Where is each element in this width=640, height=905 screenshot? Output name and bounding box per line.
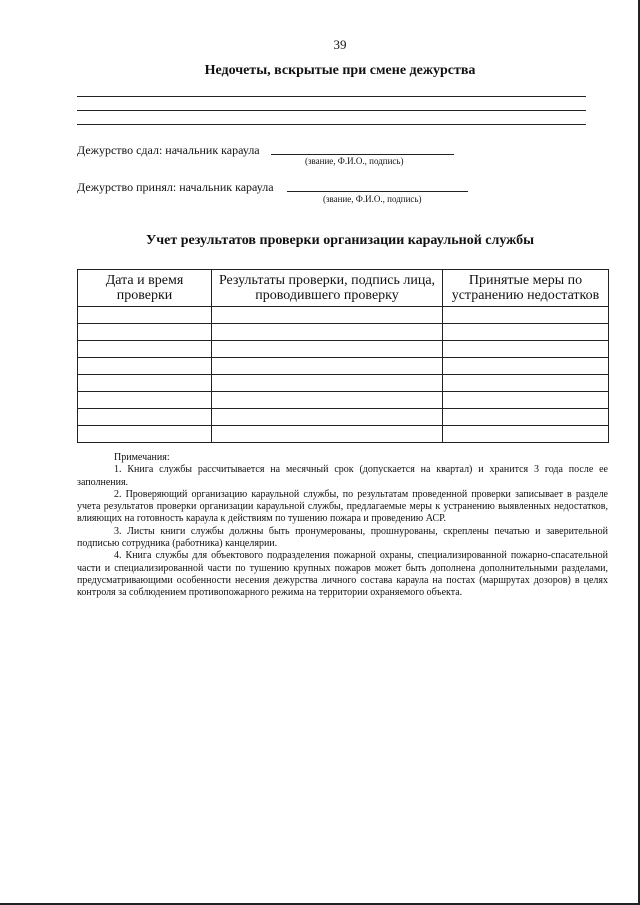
table-cell[interactable]: [443, 375, 609, 392]
table-cell[interactable]: [443, 392, 609, 409]
signature-line: [287, 191, 468, 192]
handover-gave-hint: (звание, Ф.И.О., подпись): [305, 156, 404, 166]
table-cell[interactable]: [212, 392, 443, 409]
table-row: [78, 324, 609, 341]
section-title-defects: Недочеты, вскрытые при смене дежурства: [204, 63, 476, 78]
table-row: [78, 409, 609, 426]
table-cell[interactable]: [212, 307, 443, 324]
table-cell[interactable]: [443, 341, 609, 358]
table-cell[interactable]: [443, 358, 609, 375]
fill-line: [77, 96, 586, 97]
table-cell[interactable]: [78, 409, 212, 426]
table-cell[interactable]: [443, 324, 609, 341]
table-row: [78, 358, 609, 375]
table-cell[interactable]: [78, 324, 212, 341]
table-cell[interactable]: [443, 426, 609, 443]
table-cell[interactable]: [212, 375, 443, 392]
column-header-results: Результаты проверки, подпись лица, проводившего проверку: [212, 270, 443, 307]
table-row: [78, 392, 609, 409]
table-cell[interactable]: [212, 409, 443, 426]
signature-line: [271, 154, 454, 155]
table-cell[interactable]: [212, 341, 443, 358]
note-item-2: 2. Проверяющий организацию караульной службы, по результатам проведенной проверки записывает в разделе учета результатов проверки организации караульной службы, предлагаемые меры к устранению выявленных недостатков, влияющих на готовность караула к действиям по тушению пожара и проведению АСР.: [77, 488, 608, 525]
table-cell[interactable]: [212, 324, 443, 341]
notes-title: Примечания:: [114, 452, 170, 463]
table-row: [78, 375, 609, 392]
handover-gave-label: Дежурство сдал: начальник караула: [77, 143, 260, 157]
handover-took-hint: (звание, Ф.И.О., подпись): [323, 194, 422, 204]
table-cell[interactable]: [78, 341, 212, 358]
table-cell[interactable]: [78, 392, 212, 409]
table-cell[interactable]: [78, 426, 212, 443]
fill-line: [77, 110, 586, 111]
handover-took-label: Дежурство принял: начальник караула: [77, 180, 274, 194]
table-cell[interactable]: [212, 358, 443, 375]
column-header-measures: Принятые меры по устранению недостатков: [443, 270, 609, 307]
table-cell[interactable]: [443, 409, 609, 426]
table-cell[interactable]: [212, 426, 443, 443]
page-number: 39: [333, 37, 347, 52]
table-row: [78, 307, 609, 324]
table-header-row: [78, 270, 609, 307]
note-item-3: 3. Листы книги службы должны быть пронумерованы, прошнурованы, скреплены печатью и заверительной подписью сотрудника (работника) канцелярии.: [77, 525, 608, 550]
notes-section: [77, 452, 608, 600]
note-item-4: 4. Книга службы для объектового подразделения пожарной охраны, специализированной пожарно-спасательной части и специализированной части по тушению крупных пожаров может быть дополнена дополнительными разделами, предусматривающими особенности несения дежурства личного состава караула на постах (маршрутах дозоров) в целях контроля за соблюдением противопожарного режима на территории охраняемого объекта.: [77, 550, 608, 599]
inspection-table: [77, 269, 609, 443]
section-title-inspection: Учет результатов проверки организации караульной службы: [145, 233, 535, 248]
table-cell[interactable]: [78, 375, 212, 392]
table-row: [78, 341, 609, 358]
table-cell[interactable]: [443, 307, 609, 324]
fill-line: [77, 124, 586, 125]
column-header-date: Дата и время проверки: [78, 270, 212, 307]
note-item-1: 1. Книга службы рассчитывается на месячный срок (допускается на квартал) и хранится 3 года после ее заполнения.: [77, 464, 608, 488]
table-cell[interactable]: [78, 358, 212, 375]
table-row: [78, 426, 609, 443]
table-cell[interactable]: [78, 307, 212, 324]
